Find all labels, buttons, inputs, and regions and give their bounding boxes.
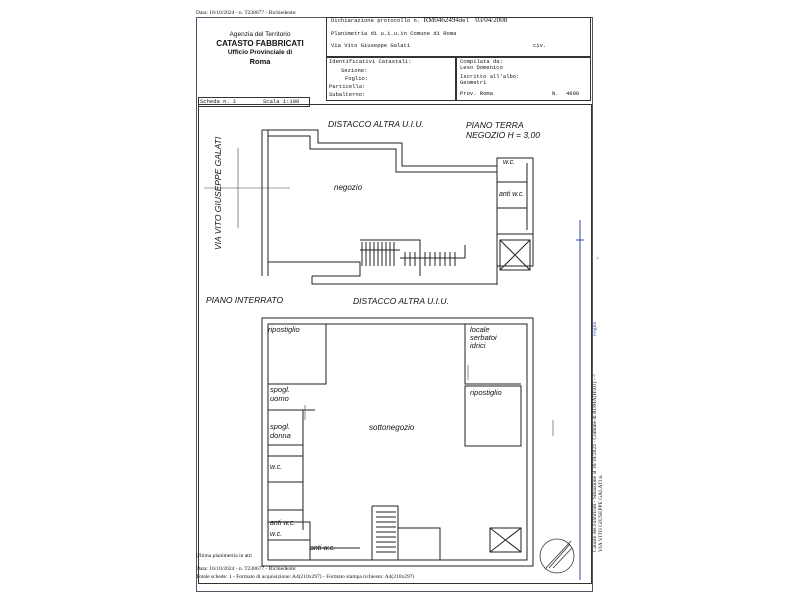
compilata-label: Compilata da: — [460, 58, 503, 65]
identificativi-title: Identificativi Catastali: — [329, 58, 412, 65]
compass-icon — [540, 539, 574, 573]
protocol-label: Dichiarazione protocollo n. — [331, 17, 421, 24]
ufficio-city: Roma — [249, 57, 271, 66]
protocol-del: del — [458, 17, 469, 24]
blue-markers — [576, 220, 584, 580]
room-ripostiglio-right: ripostiglio — [470, 388, 502, 397]
street-label: VIA VITO GIUSEPPE GALATI — [213, 136, 223, 250]
right-mark-b: Foglio — [592, 321, 598, 336]
room-wc-mid: w.c. — [270, 464, 283, 471]
planimetria-line: Planimetria di u.i.u.in Comune di Roma — [331, 30, 457, 37]
terra-left-wall — [262, 130, 268, 276]
ultima-planimetria: Ultima planimetria in atti — [196, 553, 252, 559]
room-spogl-donna: spogl. donna — [270, 422, 291, 440]
room-wc-low: w.c. — [270, 531, 283, 538]
room-sottonegozio: sottonegozio — [369, 423, 415, 432]
num-label: N. — [552, 90, 559, 97]
terra-wc-walls — [497, 182, 533, 234]
catasto-title: CATASTO FABBRICATI — [216, 39, 304, 48]
ufficio-label: Ufficio Provinciale di — [227, 49, 293, 56]
sezione-label: Sezione: — [341, 67, 368, 74]
negozio-height: NEGOZIO H = 3,00 — [466, 130, 540, 140]
side-note: Catasto dei Fabbricati - Situazione al 16/10/2024 - Comune di ROMA(H501) - < VIA VITO GIUSEPPE GALATI n. — [592, 373, 604, 552]
iscritto-label: Iscritto all'albo: — [460, 73, 520, 80]
distacco-top: DISTACCO ALTRA U.I.U. — [328, 119, 424, 129]
room-ripostiglio-left: ripostiglio — [268, 325, 300, 334]
right-mark-a: > — [596, 256, 600, 262]
terra-bottom — [312, 276, 497, 284]
room-negozio: negozio — [334, 183, 363, 192]
terra-front — [268, 262, 360, 276]
room-anti-wc-mid: anti w.c. — [270, 520, 296, 527]
protocol-date: 03/04/2008 — [475, 16, 508, 24]
albo-value: Geometri — [460, 79, 487, 86]
foglio-label: Foglio: — [345, 75, 369, 82]
distacco-bottom: DISTACCO ALTRA U.I.U. — [353, 296, 449, 306]
terra-stair-wall — [360, 240, 465, 276]
interrato-shaft — [490, 528, 521, 552]
address-line: Via Vito Giuseppe Galati — [331, 42, 411, 49]
compilata-name: Leso Domenico — [460, 64, 503, 71]
terra-inner-wall — [268, 136, 497, 172]
room-anti-wc-top: anti w.c. — [499, 191, 525, 198]
protocol-number: RM0462494 — [423, 16, 459, 24]
footer-line1: Data: 16/10/2024 - n. T238677 - Richiedente: — [196, 566, 297, 572]
scala-label: Scala 1:100 — [263, 98, 300, 105]
room-locale-serbatoi: locale serbatoi idrici — [470, 325, 497, 350]
prov-value: Prov. Roma — [460, 90, 494, 97]
terra-stairs — [362, 242, 455, 266]
num-value: 4600 — [566, 90, 580, 97]
subalterno-label: Subalterno: — [329, 91, 366, 98]
piano-terra-label: PIANO TERRA — [466, 120, 524, 130]
piano-interrato-label: PIANO INTERRATO — [206, 295, 284, 305]
room-anti-wc-bottom: anti w.c. — [310, 545, 336, 552]
particella-label: Particella: — [329, 83, 366, 90]
civ-label: civ. — [533, 42, 547, 49]
room-wc-top: w.c. — [503, 159, 516, 166]
footer-line2: Totale schede: 1 - Formato di acquisizione: A4(210x297) - Formato stampa richiesto: A4(210x297) — [196, 574, 415, 580]
scheda-label: Scheda n. 1 — [200, 98, 237, 105]
room-spogl-uomo: spogl. uomo — [270, 385, 291, 403]
header-request-info: Data: 16/10/2024 - n. T238677 - Richiedente: — [196, 10, 297, 16]
agency-name: Agenzia del Territorio — [229, 31, 291, 38]
